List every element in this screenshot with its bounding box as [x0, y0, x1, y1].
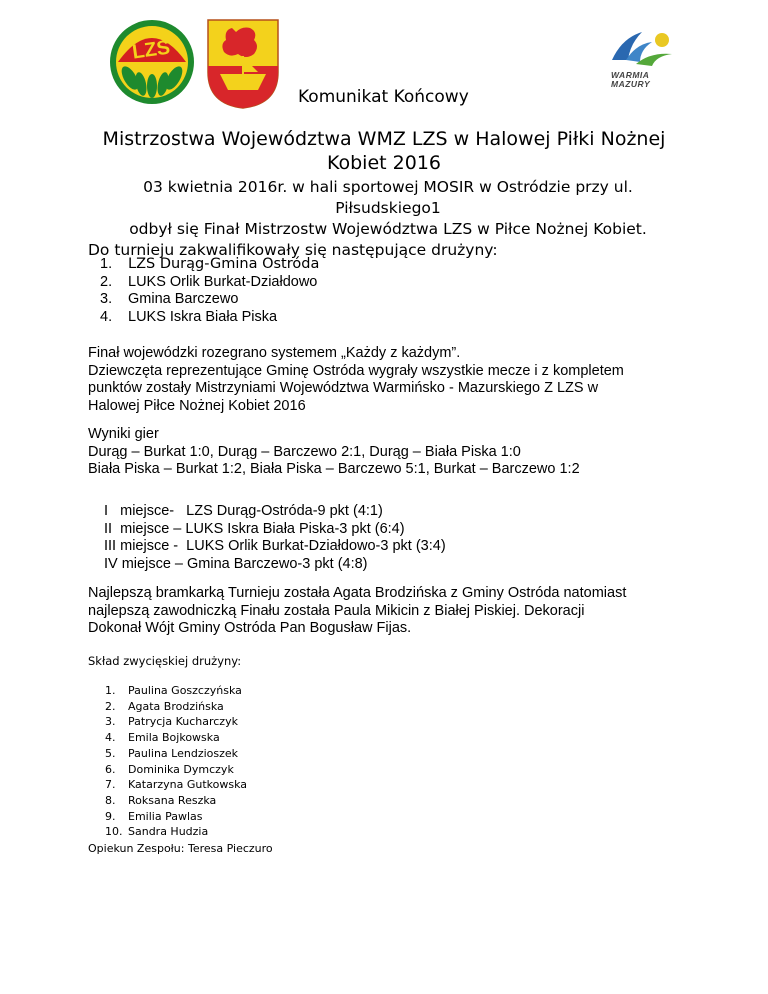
team-name: LUKS Orlik Burkat-Działdowo: [128, 273, 318, 290]
list-item: [105, 730, 247, 746]
list-item: [100, 274, 319, 292]
teams-list: [100, 256, 319, 326]
player-name: Paulina Lendzioszek: [128, 746, 239, 760]
page-heading: Mistrzostwa Województwa WMZ LZS w Halowej Piłki Nożnej Kobiet 2016: [102, 128, 666, 174]
text-line: punktów zostały Mistrzyniami Województwa Warmińsko - Mazurskiego Z LZS w: [88, 380, 599, 396]
player-name: Sandra Hudzia: [128, 825, 209, 839]
squad-list: [105, 683, 247, 840]
intro-line-1: 03 kwietnia 2016r. w hali sportowej MOSIR w Ostródzie przy ul. Piłsudskiego1: [143, 178, 633, 217]
intro-line-3: Do turnieju zakwalifikowały się następujące drużyny:: [88, 241, 498, 259]
wm-line1: WARMIA: [611, 70, 650, 80]
list-item: [105, 746, 247, 762]
crest-logo: [206, 18, 280, 110]
standing-row: III miejsce - LUKS Orlik Burkat-Działdowo-3 pkt (3:4): [104, 538, 446, 554]
text-line: Dziewczęta reprezentujące Gminę Ostróda wygrały wszystkie mecze i z kompletem: [88, 362, 624, 379]
list-item: [105, 777, 247, 793]
player-name: Paulina Goszczyńska: [128, 684, 242, 697]
summary-paragraph: [88, 585, 688, 638]
results-line: Biała Piska – Burkat 1:2, Biała Piska – Barczewo 5:1, Burkat – Barczewo 1:2: [88, 461, 580, 477]
team-name: Gmina Barczewo: [128, 291, 239, 307]
results-section: [88, 426, 688, 479]
player-name: Emilia Pawlas: [128, 809, 203, 823]
warmia-mazury-logo-text: [611, 71, 681, 89]
document-title: Komunikat Końcowy: [298, 87, 469, 107]
player-name: Katarzyna Gutkowska: [128, 778, 247, 792]
list-number: 1.: [105, 684, 116, 697]
player-name: Agata Brodzińska: [128, 699, 224, 713]
results-line: Durąg – Burkat 1:0, Durąg – Barczewo 2:1, Durąg – Biała Piska 1:0: [88, 443, 521, 460]
standing-row: I miejsce- LZS Durąg-Ostróda-9 pkt (4:1): [104, 503, 383, 519]
list-item: [105, 714, 247, 730]
text-line: Halowej Piłce Nożnej Kobiet 2016: [88, 397, 306, 414]
list-item: [105, 683, 247, 699]
list-number: 7.: [105, 778, 116, 792]
text-line: Finał wojewódzki rozegrano systemem „Każdy z każdym”.: [88, 345, 461, 361]
lzs-logo-text: LZS: [130, 36, 172, 64]
lzs-logo: [108, 18, 196, 106]
list-number: 1.: [100, 256, 113, 272]
player-name: Emila Bojkowska: [128, 731, 220, 745]
list-number: 10.: [105, 825, 123, 839]
list-item: [105, 699, 247, 715]
coach-line: Opiekun Zespołu: Teresa Pieczuro: [88, 842, 273, 855]
list-number: 3.: [100, 291, 113, 307]
intro-paragraph: [88, 177, 688, 261]
list-item: [105, 762, 247, 778]
list-number: 3.: [105, 715, 116, 729]
player-name: Dominika Dymczyk: [128, 762, 234, 776]
player-name: Roksana Reszka: [128, 793, 217, 807]
final-info-paragraph: [88, 345, 688, 415]
text-line: najlepszą zawodniczką Finału została Paula Mikicin z Białej Piskiej. Dekoracji: [88, 602, 585, 619]
list-number: 8.: [105, 793, 116, 807]
list-item: [105, 824, 247, 840]
list-number: 6.: [105, 762, 116, 776]
list-item: [100, 256, 319, 274]
text-line: Najlepszą bramkarką Turnieju została Agata Brodzińska z Gminy Ostróda natomiast: [88, 585, 627, 601]
results-title: Wyniki gier: [88, 426, 159, 442]
list-number: 9.: [105, 809, 116, 823]
list-item: [105, 809, 247, 825]
list-number: 2.: [100, 273, 113, 290]
list-number: 4.: [105, 731, 116, 745]
list-number: 2.: [105, 699, 116, 713]
text-line: Dokonał Wójt Gminy Ostróda Pan Bogusław Fijas.: [88, 620, 412, 636]
standing-row: II miejsce – LUKS Iskra Biała Piska-3 pkt (6:4): [104, 520, 405, 537]
team-name: LUKS Iskra Biała Piska: [128, 308, 278, 325]
squad-label: Skład zwycięskiej drużyny:: [88, 654, 242, 668]
list-item: [105, 793, 247, 809]
player-name: Patrycja Kucharczyk: [128, 715, 238, 729]
list-number: 4.: [100, 308, 113, 325]
list-number: 5.: [105, 746, 116, 760]
list-item: [100, 309, 319, 327]
standings-list: [104, 503, 446, 573]
team-name: LZS Durąg-Gmina Ostróda: [128, 256, 320, 272]
intro-line-2: odbył się Finał Mistrzostw Województwa LZS w Piłce Nożnej Kobiet.: [129, 220, 647, 238]
standing-row: IV miejsce – Gmina Barczewo-3 pkt (4:8): [104, 555, 368, 572]
wm-line2: MAZURY: [611, 79, 651, 89]
list-item: [100, 291, 319, 309]
